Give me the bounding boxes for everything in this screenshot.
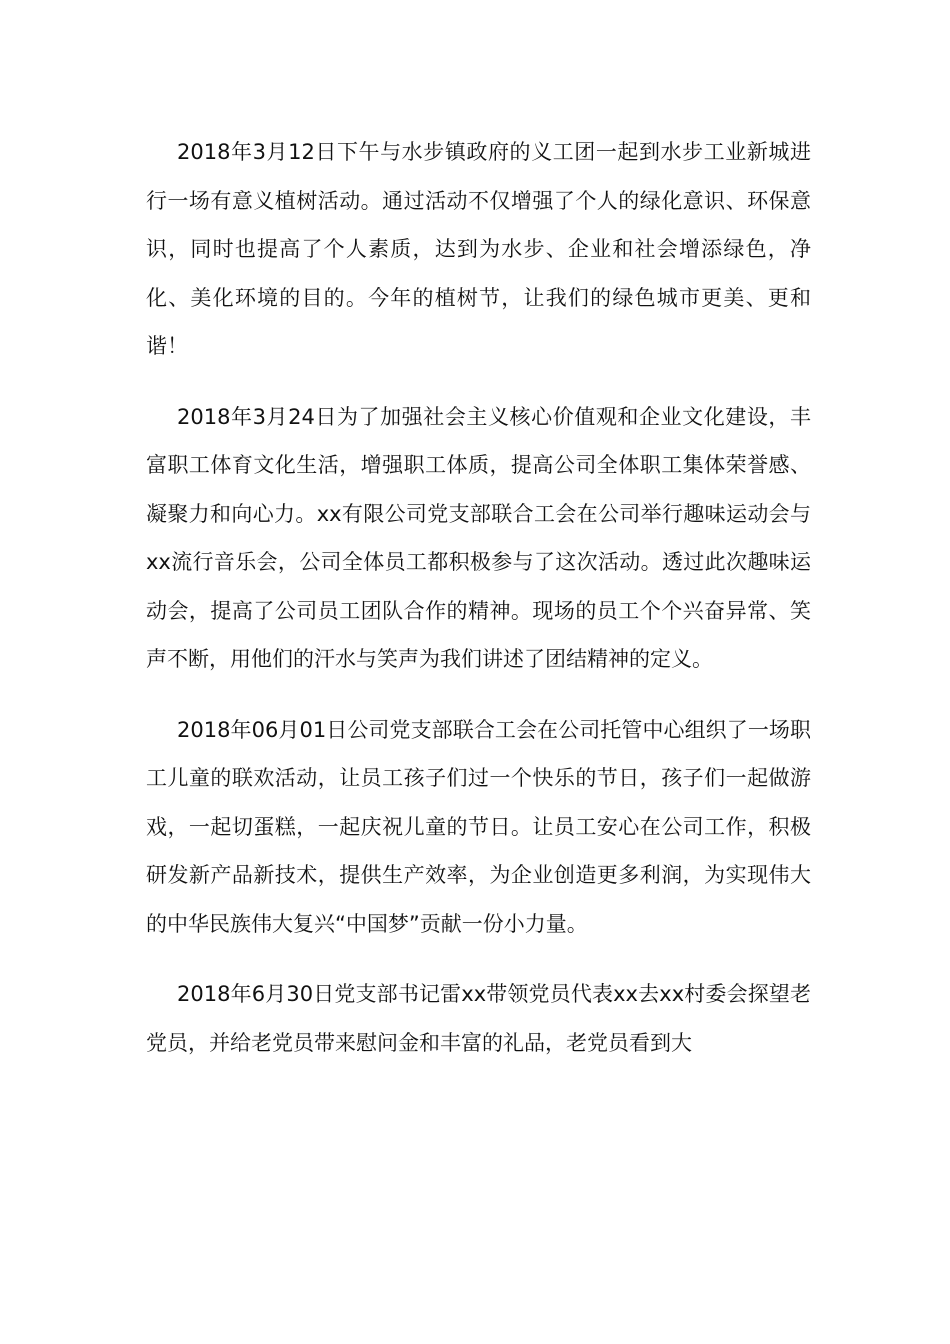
paragraph-veteran-visit: 2018年6月30日党支部书记雷xx带领党员代表xx去xx村委会探望老党员，并给老党员带来慰问金和丰富的礼品，老党员看到大: [146, 982, 811, 1055]
paragraph-childrens-day: 2018年06月01日公司党支部联合工会在公司托管中心组织了一场职工儿童的联欢活动，让员工孩子们过一个快乐的节日，孩子们一起做游戏，一起切蛋糕，一起庆祝儿童的节日。让员工安心在公司工作，积极研发新产品新技术，提供生产效率，为企业创造更多利润，为实现伟大的中华民族伟大复兴“中国梦”贡献一份小力量。: [146, 717, 811, 936]
paragraph-tree-planting: 2018年3月12日下午与水步镇政府的义工团一起到水步工业新城进行一场有意义植树活动。通过活动不仅增强了个人的绿化意识、环保意识，同时也提高了个人素质，达到为水步、企业和社会增添绿色，净化、美化环境的目的。今年的植树节，让我们的绿色城市更美、更和谐！: [146, 140, 811, 358]
document-body: [146, 128, 811, 1067]
paragraph-sports-meet: 2018年3月24日为了加强社会主义核心价值观和企业文化建设，丰富职工体育文化生活，增强职工体质，提高公司全体职工集体荣誉感、凝聚力和向心力。xx有限公司党支部联合工会在公司举行趣味运动会与xx流行音乐会，公司全体员工都积极参与了这次活动。透过此次趣味运动会，提高了公司员工团队合作的精神。现场的员工个个兴奋异常、笑声不断，用他们的汗水与笑声为我们讲述了团结精神的定义。: [146, 404, 811, 671]
